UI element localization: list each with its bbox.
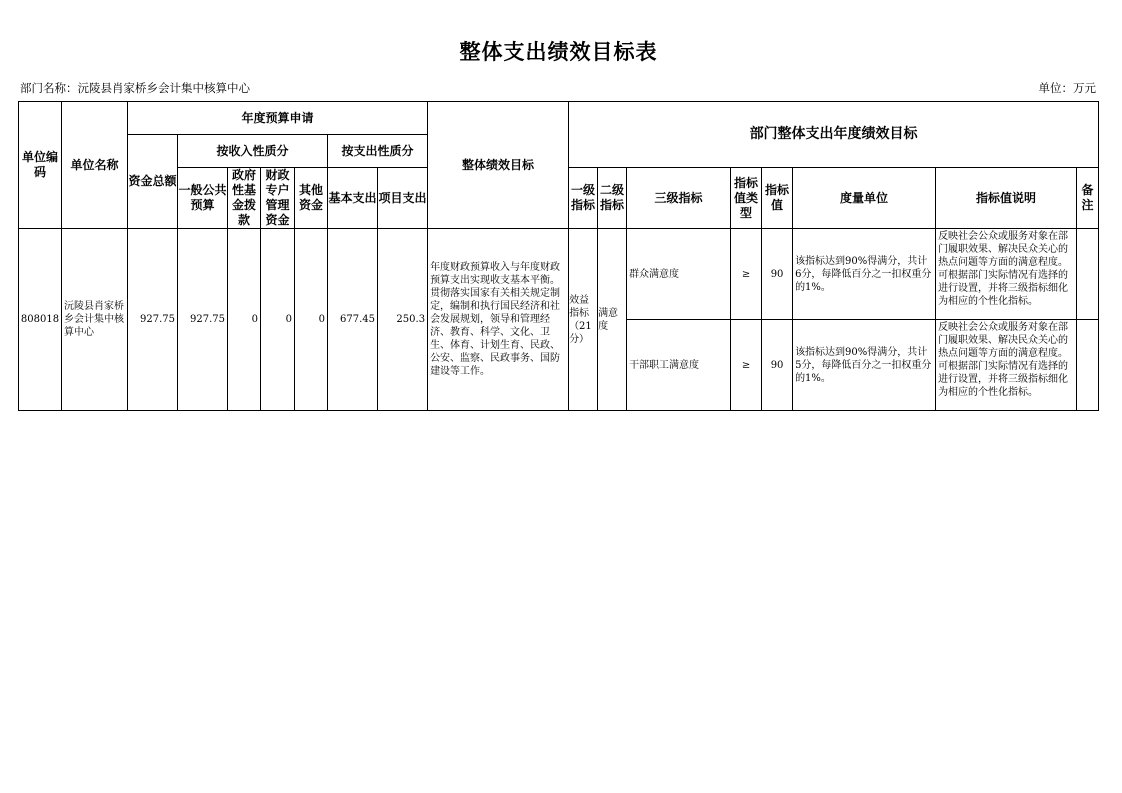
header-unit-name: 单位名称 xyxy=(62,102,128,229)
cell-overall-goal: 年度财政预算收入与年度财政预算支出实现收支基本平衡。 贯彻落实国家有关相关规定制定，编制和执行国民经济和社会发展规划，领导和管理经济、教育、科学、文化、卫生、体育、计划生育、民政、公安、监察、民政事务、国防建设等工作。 xyxy=(428,229,569,411)
header-value: 指标值 xyxy=(762,168,793,229)
cell-remark xyxy=(1077,229,1099,320)
header-other-fund: 其他资金 xyxy=(295,168,328,229)
cell-general-budget: 927.75 xyxy=(178,229,228,411)
header-value-type: 指标值类型 xyxy=(731,168,762,229)
header-remark: 备注 xyxy=(1077,168,1099,229)
value-desc-text: 反映社会公众或服务对象在部门履职效果、解决民众关心的热点问题等方面的满意程度。可根据部门实际情况有选择的进行设置，并将三级指标细化为相应的个性化指标。 xyxy=(938,231,1069,307)
header-by-expense: 按支出性质分 xyxy=(328,135,428,168)
header-annual-budget: 年度预算申请 xyxy=(128,102,428,135)
cell-value-type: ≥ xyxy=(731,229,762,320)
cell-level3: 群众满意度 xyxy=(627,229,731,320)
header-project-expense: 项目支出 xyxy=(378,168,428,229)
cell-value-desc xyxy=(936,320,1077,411)
header-gov-fund: 政府性基金拨款 xyxy=(228,168,261,229)
header-value-desc: 指标值说明 xyxy=(936,168,1077,229)
cell-gov-fund: 0 xyxy=(228,229,261,411)
cell-project-expense: 250.3 xyxy=(378,229,428,411)
cell-unit-name: 沅陵县肖家桥乡会计集中核算中心 xyxy=(62,229,128,411)
cell-level1: 效益指标（21分） xyxy=(569,229,598,411)
department-name: 部门名称：沅陵县肖家桥乡会计集中核算中心 xyxy=(20,81,250,95)
cell-level2: 满意度 xyxy=(598,229,627,411)
header-unit-code: 单位编码 xyxy=(19,102,62,229)
page-title: 整体支出绩效目标表 xyxy=(459,40,658,64)
cell-value: 90 xyxy=(762,229,793,320)
header-basic-expense: 基本支出 xyxy=(328,168,378,229)
cell-value-desc xyxy=(936,229,1077,320)
currency-unit: 单位：万元 xyxy=(1038,81,1096,95)
cell-remark xyxy=(1077,320,1099,411)
header-by-income: 按收入性质分 xyxy=(178,135,328,168)
header-dept-goal: 部门整体支出年度绩效目标 xyxy=(569,102,1099,168)
header-level2: 二级指标 xyxy=(598,168,627,229)
cell-total-funds: 927.75 xyxy=(128,229,178,411)
cell-unit-code: 808018 xyxy=(19,229,62,411)
cell-measure-unit: 该指标达到90%得满分，共计6分，每降低百分之一扣权重分的1%。 xyxy=(793,229,936,320)
header-general-budget: 一般公共预算 xyxy=(178,168,228,229)
cell-value-type: ≥ xyxy=(731,320,762,411)
table-row xyxy=(19,229,1099,320)
performance-table xyxy=(18,101,1099,411)
header-measure-unit: 度量单位 xyxy=(793,168,936,229)
header-level1: 一级指标 xyxy=(569,168,598,229)
header-level3: 三级指标 xyxy=(627,168,731,229)
cell-other-fund: 0 xyxy=(295,229,328,411)
cell-level3: 干部职工满意度 xyxy=(627,320,731,411)
cell-value: 90 xyxy=(762,320,793,411)
cell-measure-unit: 该指标达到90%得满分，共计5分，每降低百分之一扣权重分的1%。 xyxy=(793,320,936,411)
header-special-fund: 财政专户管理资金 xyxy=(261,168,295,229)
cell-basic-expense: 677.45 xyxy=(328,229,378,411)
cell-special-fund: 0 xyxy=(261,229,295,411)
header-total-funds: 资金总额 xyxy=(128,135,178,229)
value-desc-text: 反映社会公众或服务对象在部门履职效果、解决民众关心的热点问题等方面的满意程度。可根据部门实际情况有选择的进行设置，并将三级指标细化为相应的个性化指标。 xyxy=(938,322,1069,398)
header-overall-goal: 整体绩效目标 xyxy=(428,102,569,229)
